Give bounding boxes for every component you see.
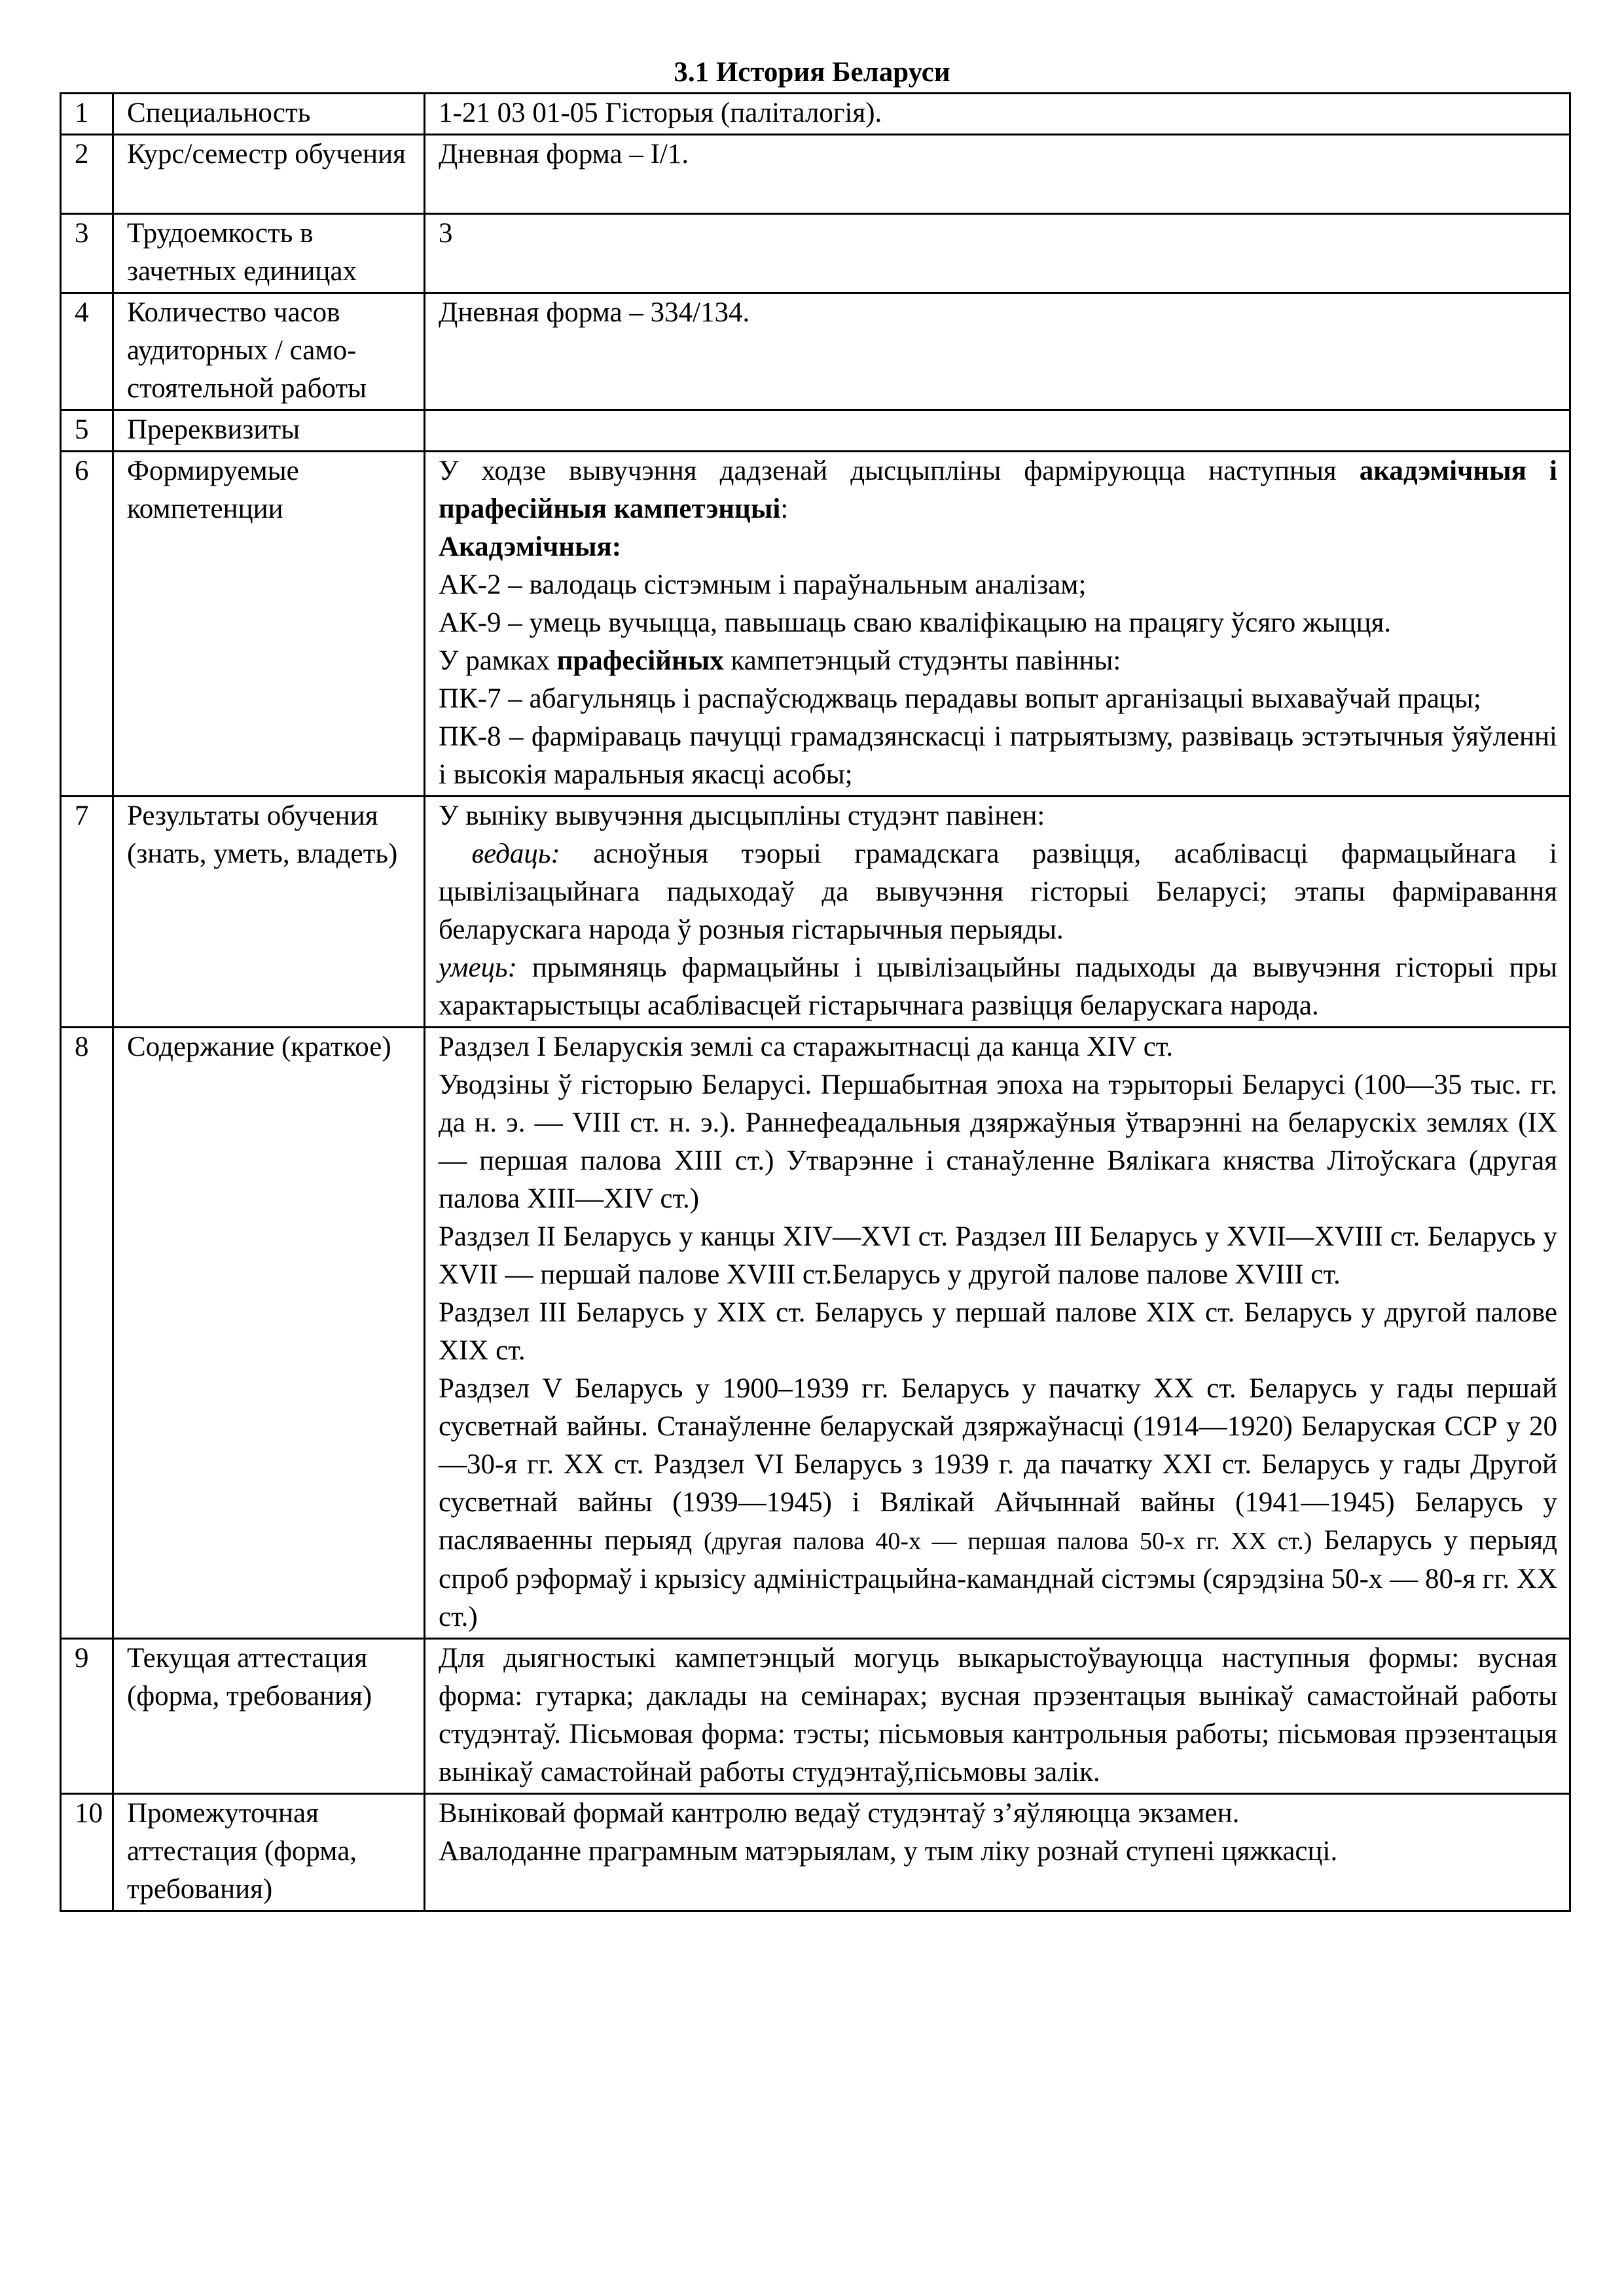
row-number: 8 (61, 1028, 113, 1639)
row-label: Формируемые компетенции (113, 452, 425, 797)
prof-bold-text: прафесійных (556, 645, 724, 676)
competence-item: ПК-8 – фарміраваць пачуццi грамадзянскасці і патрыятызму, развіваць эстэтычныя ўяўленні і высокія маральныя якасці асобы; (439, 721, 1557, 790)
content-paragraph (439, 1370, 1557, 1636)
row-number: 10 (61, 1794, 113, 1911)
content-cell (425, 1028, 1570, 1639)
content-text-end: Беларусь у перыяд спроб рэформаў і крызісу адміністрацыйна-каманднай сістэмы (сярэдзіна 50-х — 80-я гг. XX ст.) (439, 1525, 1558, 1632)
know-text: асноўныя тэорыі грамадскага развіцця, асаблівасці фармацыйнага і цывілізацыйнага падыходаў да вывучэння гісторыі Беларусі; этапы фарміравання беларускага народа ў розныя гістарычныя перыяды. (439, 838, 1558, 945)
row-label: Количество часов аудиторных / само-стоятельной работы (113, 293, 425, 410)
value-text: 1-21 03 01-05 Гісторыя (паліталогія). (439, 98, 882, 128)
table-row (61, 410, 1570, 452)
table-row (61, 1028, 1570, 1639)
content-text: Раздзел V Беларусь у 1900–1939 гг. Беларусь у пачатку XX ст. Беларусь у гады першай сусветнай вайны. Станаўленне беларускай дзяржаўнасці (1914—1920) Беларуская ССР у 20—30-я гг. XX ст. Раздзел VI Беларусь з 1939 г. да пачатку XXI ст. Беларусь у гады Другой сусветнай вайны (1939—1945) і Вялікай Айчыннай вайны (1941—1945) Беларусь у пасляваенны перыяд (439, 1373, 1557, 1556)
row-value (425, 1794, 1570, 1911)
content-paragraph: Уводзіны ў гісторыю Беларусі. Першабытная эпоха на тэрыторыі Беларусі (100—35 тыс. гг. да н. э. — VIII ст. н. э.). Раннефеадальныя дзяржаўныя ўтварэнні на беларускіх землях (IX — першая палова XIII ст.) Утварэнне і станаўленне Вялікага княства Літоўскага (другая палова XIII—XIV ст.) (439, 1069, 1557, 1214)
row-label: Промежуточная аттестация (форма, требования) (113, 1794, 425, 1911)
table-row (61, 1794, 1570, 1911)
value-text: Для дыягностыкі кампетэнцый могуць выкарыстоўвауюцца наступныя формы: вусная форма: гутарка; даклады на семінарах; вусная прэзентацыя вынікаў самастойнай работы студэнтаў. Пісьмовая форма: тэсты; пісьмовыя кантрольныя работы; пісьмовая прэзентацыя вынікаў самастойнай работы студэнтаў,пісьмовы залік. (439, 1643, 1557, 1787)
table-row (61, 214, 1570, 293)
table-row (61, 797, 1570, 1028)
academic-heading: Акадэмічныя: (439, 531, 622, 562)
content-paragraph: Раздзел II Беларусь у канцы XIV—XVI ст. Раздзел III Беларусь у XVII—XVIII ст. Беларусь у XVII — першай палове XVIII ст.Беларусь у другой палове палове XVIII ст. (439, 1221, 1557, 1290)
table-row (61, 452, 1570, 797)
row-number: 9 (61, 1639, 113, 1794)
table-row (61, 293, 1570, 410)
row-label: Содержание (краткое) (113, 1028, 425, 1639)
row-value (425, 1639, 1570, 1794)
row-label: Трудоемкость в зачетных единицах (113, 214, 425, 293)
table-row (61, 94, 1570, 135)
can-label: умець: (439, 952, 517, 983)
content-paragraph: Раздзел III Беларусь у XIX ст. Беларусь у першай палове XIX ст. Беларусь у другой палове XIX ст. (439, 1297, 1557, 1366)
row-label: Пререквизиты (113, 410, 425, 452)
row-number: 6 (61, 452, 113, 797)
competences-cell (425, 452, 1570, 797)
competence-item: АК-9 – умець вучыцца, павышаць сваю кваліфікацыю на працягу ўсяго жыцця. (439, 607, 1392, 638)
intro-text: У ходзе вывучэння дадзенай дысцыпліны фарміруюцца наступныя (439, 456, 1337, 486)
value-text: Выніковай формай кантролю ведаў студэнтаў з’яўляюцца экзамен. (439, 1798, 1240, 1829)
discipline-table (60, 92, 1571, 1912)
row-value (425, 293, 1570, 410)
intro-punct: : (780, 493, 789, 524)
content-paragraph: Раздзел I Беларускія землі са старажытнасці да канца XIV ст. (439, 1031, 1174, 1062)
results-know (439, 835, 1557, 949)
row-number: 4 (61, 293, 113, 410)
row-number: 3 (61, 214, 113, 293)
competence-item: АК-2 – валодаць сістэмным і параўнальным аналізам; (439, 569, 1087, 600)
can-text: прымяняць фармацыйны і цывілізацыйны падыходы да вывучэння гісторыі пры характарыстыцы асаблівасцей гістарычнага развіцця беларускага народа. (439, 952, 1558, 1021)
value-text: 3 (439, 218, 453, 249)
page-title: 3.1 История Беларуси (674, 57, 950, 88)
row-number: 2 (61, 135, 113, 214)
table-row (61, 1639, 1570, 1794)
know-label: ведаць: (471, 838, 560, 869)
table-row (61, 135, 1570, 214)
results-cell (425, 797, 1570, 1028)
results-can (439, 949, 1557, 1025)
row-value (425, 94, 1570, 135)
prof-text-end: кампетэнцый студэнты павінны: (731, 645, 1121, 676)
row-label: Результаты обучения (знать, уметь, владеть) (113, 797, 425, 1028)
prof-text: У рамках (439, 645, 550, 676)
row-number: 1 (61, 94, 113, 135)
competences-intro (439, 452, 1557, 528)
row-number: 7 (61, 797, 113, 1028)
value-text: Авалоданне праграмным матэрыялам, у тым ліку рознай ступені цяжкасці. (439, 1836, 1338, 1867)
competence-item: ПК-7 – абагульняць і распаўсюджваць перадавы вопыт арганізацыі выхаваўчай працы; (439, 683, 1481, 714)
professional-intro (439, 642, 1557, 680)
row-value (425, 135, 1570, 214)
row-value-empty (425, 410, 1570, 452)
row-label: Текущая аттестация (форма, требования) (113, 1639, 425, 1794)
content-small-text: (другая палова 40-х — першая палова 50-х гг. XX ст.) (704, 1528, 1312, 1555)
value-text: Дневная форма – I/1. (439, 139, 689, 170)
intro-bold-text: акадэмічныя і прафесійныя кампетэнцыі (439, 456, 1557, 524)
results-intro: У выніку вывучэння дысцыпліны студэнт павінен: (439, 800, 1045, 831)
row-label: Курс/семестр обучения (113, 135, 425, 214)
row-value (425, 214, 1570, 293)
row-label: Специальность (113, 94, 425, 135)
value-text: Дневная форма – 334/134. (439, 297, 750, 328)
row-number: 5 (61, 410, 113, 452)
